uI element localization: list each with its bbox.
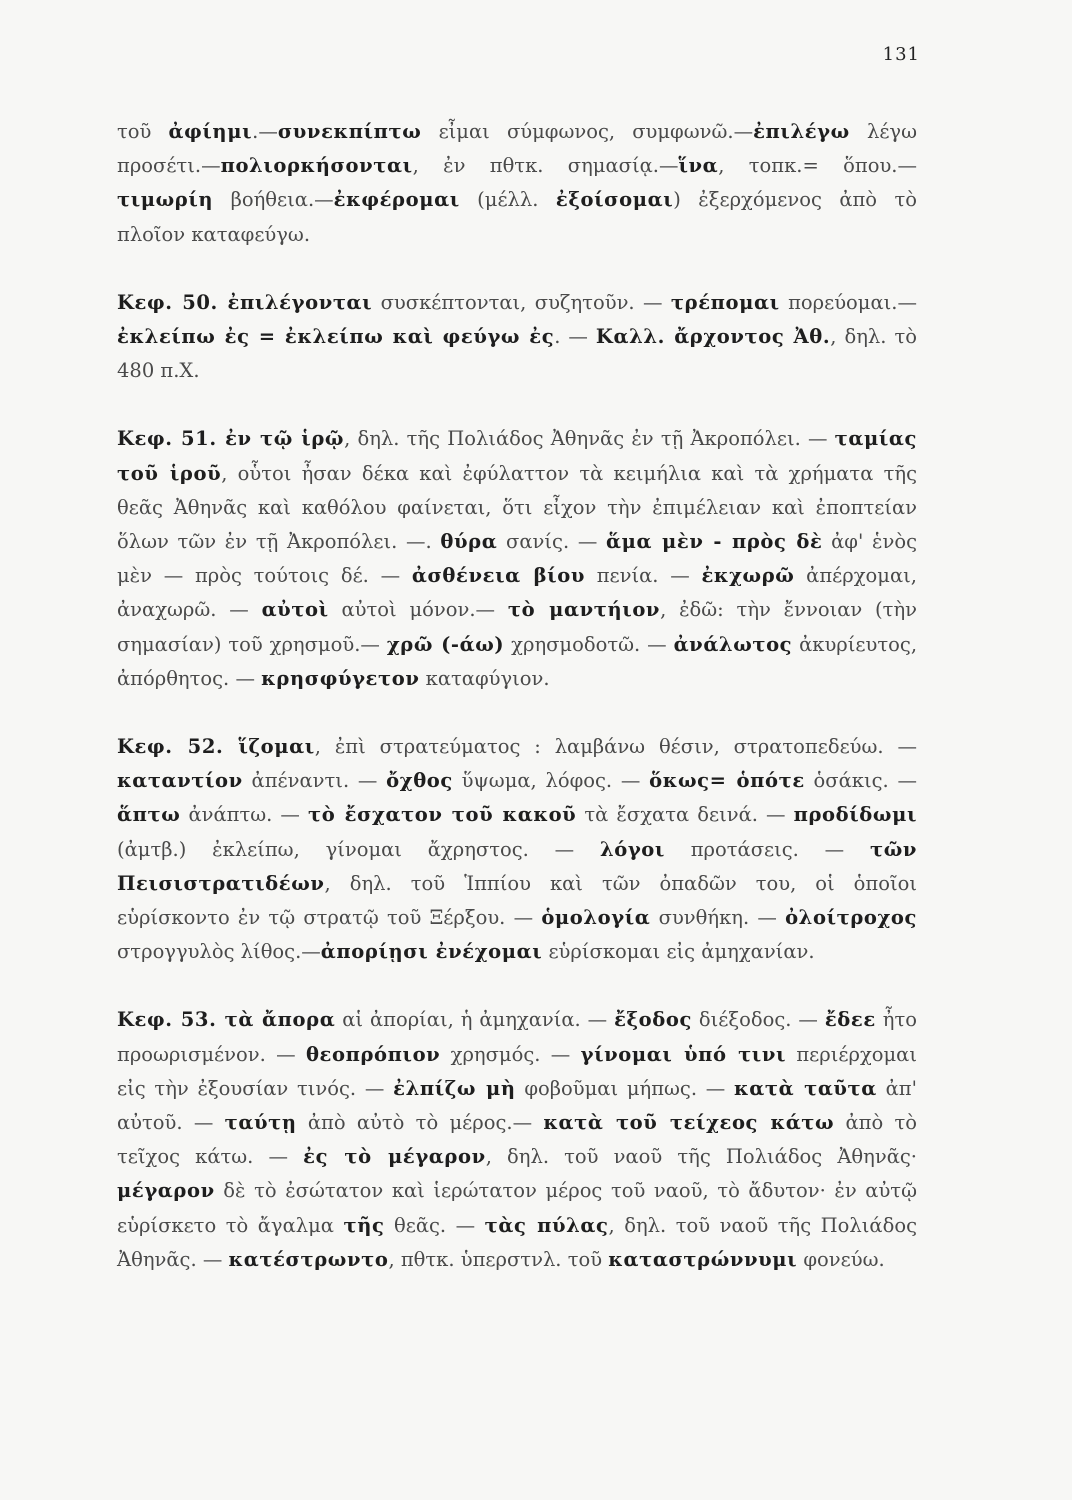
gloss-text: φοβοῦμαι μήπως. —: [515, 1076, 735, 1100]
lemma-term: χρῶ (-άω): [386, 632, 505, 656]
paragraph: [117, 1003, 917, 1277]
gloss-text: χρησμός. —: [440, 1042, 581, 1066]
paragraph: [117, 115, 917, 252]
gloss-text: ἦτο προωρισμένον. —: [117, 1008, 917, 1066]
lemma-term: ὁμολογία: [541, 906, 651, 930]
gloss-text: εὑρίσκομαι εἰς ἀμηχανίαν.: [542, 940, 815, 964]
lemma-term: ἐκφέρομαι: [333, 188, 460, 212]
paragraph: [117, 286, 917, 389]
gloss-text: συσκέπτονται, συζητοῦν. —: [372, 290, 671, 314]
lemma-term: κατέστρωντο: [228, 1247, 389, 1271]
gloss-text: θεᾶς. —: [384, 1213, 485, 1237]
gloss-text: σανίς. —: [497, 530, 607, 554]
gloss-text: ) ἐξερχόμενος ἀπὸ τὸ πλοῖον καταφεύγω.: [117, 188, 918, 246]
lemma-term: ταύτῃ: [224, 1111, 297, 1135]
page-body: [117, 115, 917, 1277]
lemma-term: Κεφ. 50. ἐπιλέγονται: [117, 290, 373, 314]
lemma-term: τιμωρίη: [117, 188, 214, 212]
lemma-term: τῶν Πεισιστρατιδέων: [117, 837, 917, 895]
lemma-term: καταντίον: [117, 769, 243, 793]
lemma-term: ἐς τὸ μέγαρον: [303, 1145, 486, 1169]
gloss-text: ἀπὸ τὸ τεῖχος κάτω. —: [117, 1111, 917, 1169]
gloss-text: εἶμαι σύμφωνος, συμφωνῶ.—: [421, 120, 754, 143]
lemma-term: πολιορκήσονται: [220, 154, 413, 178]
paragraph: [117, 730, 917, 969]
lemma-term: ὀλοίτροχος: [785, 906, 917, 930]
gloss-text: πορεύομαι.—: [779, 290, 917, 314]
lemma-term: τῆς: [343, 1213, 385, 1237]
lemma-term: θύρα: [440, 530, 498, 554]
lemma-term: Καλλ. ἄρχοντος Ἀθ.: [595, 325, 831, 349]
gloss-text: ἀπὸ αὐτὸ τὸ μέρος.—: [296, 1111, 544, 1135]
lemma-term: τρέπομαι: [670, 290, 780, 314]
lemma-term: ἀσθένεια βίου: [411, 564, 585, 588]
lemma-term: κατὰ τοῦ τείχεος κάτω: [543, 1111, 835, 1135]
gloss-text: τὰ ἔσχατα δεινά. —: [576, 803, 794, 827]
lemma-term: μέγαρον: [117, 1179, 215, 1203]
lemma-term: ἔδεε: [824, 1008, 876, 1032]
lemma-term: ἐλπίζω μὴ: [393, 1076, 516, 1100]
gloss-text: (ἀμτβ.) ἐκλείπω, γίνομαι ἄχρηστος. —: [117, 837, 600, 861]
lemma-term: ἀνάλωτος: [673, 632, 793, 656]
gloss-text: .—: [252, 120, 278, 143]
gloss-text: λέγω προσέτι.—: [117, 120, 917, 178]
gloss-text: (μέλλ.: [459, 188, 556, 212]
lemma-term: ὄχθος: [386, 769, 453, 793]
gloss-text: αἱ ἀπορίαι, ἡ ἀμηχανία. —: [335, 1008, 615, 1032]
gloss-text: καταφύγιον.: [419, 666, 550, 690]
lemma-term: ἐπιλέγω: [753, 120, 850, 143]
gloss-text: ὕψωμα, λόφος. —: [452, 769, 650, 793]
lemma-term: ἅπτω: [117, 803, 181, 827]
lemma-term: κατὰ ταῦτα: [734, 1076, 877, 1100]
lemma-term: ἐκχωρῶ: [701, 564, 795, 588]
gloss-text: , ἐν πθτκ. σημασίᾳ.—: [412, 154, 679, 178]
gloss-text: , πθτκ. ὑπερστνλ. τοῦ: [388, 1247, 609, 1271]
lemma-term: Κεφ. 52. ἵζομαι: [117, 735, 315, 759]
lemma-term: θεοπρόπιον: [305, 1042, 441, 1066]
lemma-term: ἐξοίσομαι: [555, 188, 674, 212]
lemma-term: ἔξοδος: [614, 1008, 692, 1032]
gloss-text: ἀπέρχομαι, ἀναχωρῶ. —: [117, 564, 917, 622]
lemma-term: γίνομαι ὑπό τινι: [580, 1042, 787, 1066]
gloss-text: ἀνάπτω. —: [180, 803, 309, 827]
lemma-term: ταμίας τοῦ ἱροῦ: [117, 427, 917, 485]
gloss-text: δὲ τὸ ἐσώτατον καὶ ἱερώτατον μέρος τοῦ ναοῦ, τὸ ἄδυτον· ἐν αὐτῷ εὑρίσκετο τὸ ἄγαλμα: [117, 1179, 917, 1237]
lemma-term: αὐτοὶ: [261, 598, 329, 622]
lemma-term: ἵνα: [678, 154, 719, 178]
gloss-text: συνθήκη. —: [650, 906, 786, 930]
lemma-term: συνεκπίπτω: [277, 120, 422, 143]
gloss-text: τοῦ: [117, 120, 169, 143]
gloss-text: , δηλ. τοῦ ναοῦ τῆς Πολιάδος Ἀθηνᾶς. —: [117, 1213, 917, 1271]
gloss-text: πενία. —: [584, 564, 702, 588]
lemma-term: τὰς πύλας: [484, 1213, 609, 1237]
lemma-term: τὸ μαντήιον: [507, 598, 661, 622]
gloss-text: . —: [554, 325, 596, 349]
gloss-text: ἀφ' ἑνὸς μὲν — πρὸς τούτοις δέ. —: [117, 530, 917, 588]
lemma-term: λόγοι: [599, 837, 665, 861]
lemma-term: καταστρώννυμι: [608, 1247, 798, 1271]
lemma-term: ἀπορίῃσι ἐνέχομαι: [320, 940, 543, 964]
gloss-text: , δηλ. τῆς Πολιάδος Ἀθηνᾶς ἐν τῇ Ἀκροπόλει. —: [344, 427, 835, 451]
lemma-term: προδίδωμι: [793, 803, 917, 827]
gloss-text: , δηλ. τοῦ Ἱππίου καὶ τῶν ὀπαδῶν του, οἱ ὁποῖοι εὑρίσκοντο ἐν τῷ στρατῷ τοῦ Ξέρξου. —: [117, 871, 917, 930]
gloss-text: ἀκυρίευτος, ἀπόρθητος. —: [117, 632, 918, 690]
lemma-term: ὅκως= ὁπότε: [649, 769, 805, 793]
gloss-text: ἀπ' αὐτοῦ. —: [117, 1076, 917, 1135]
lemma-term: Κεφ. 51. ἐν τῷ ἱρῷ: [117, 427, 345, 451]
gloss-text: περιέρχομαι εἰς τὴν ἐξουσίαν τινός. —: [117, 1042, 917, 1100]
lemma-term: τὸ ἔσχατον τοῦ κακοῦ: [308, 803, 577, 827]
lemma-term: ἀφίημι: [168, 120, 253, 143]
gloss-text: , ἐπὶ στρατεύματος : λαμβάνω θέσιν, στρατοπεδεύω. —: [314, 735, 917, 759]
gloss-text: , δηλ. τοῦ ναοῦ τῆς Πολιάδος Ἀθηνᾶς·: [485, 1145, 917, 1169]
gloss-text: βοήθεια.—: [213, 188, 334, 212]
gloss-text: ὁσάκις. —: [804, 769, 917, 793]
lemma-term: ἐκλείπω ἐς = ἐκλείπω καὶ φεύγω ἐς: [117, 325, 555, 349]
gloss-text: , τοπκ.= ὅπου.—: [718, 154, 917, 178]
gloss-text: χρησμοδοτῶ. —: [504, 632, 674, 656]
gloss-text: διέξοδος. —: [691, 1008, 825, 1032]
gloss-text: , οὗτοι ἦσαν δέκα καὶ ἐφύλαττον τὰ κειμήλια καὶ τὰ χρήματα τῆς θεᾶς Ἀθηνᾶς καὶ καθόλου φαίνεται, ὅτι εἶχον τὴν ἐπιμέλειαν καὶ ἐποπτείαν ὅλων τῶν ἐν τῇ Ἀκροπόλει. —.: [117, 461, 917, 554]
lemma-term: ἅμα μὲν - πρὸς δὲ: [606, 530, 823, 554]
gloss-text: , δηλ. τὸ 480 π.Χ.: [117, 325, 917, 383]
page-number: 131: [882, 44, 920, 65]
gloss-text: αὐτοὶ μόνον.—: [328, 598, 508, 622]
gloss-text: προτάσεις. —: [664, 837, 870, 861]
gloss-text: φονεύω.: [797, 1247, 885, 1271]
lemma-term: Κεφ. 53. τὰ ἄπορα: [117, 1008, 336, 1032]
paragraph: [117, 422, 917, 696]
gloss-text: στρογγυλὸς λίθος.—: [117, 940, 321, 964]
gloss-text: ἀπέναντι. —: [242, 769, 387, 793]
gloss-text: , ἐδῶ: τὴν ἔννοιαν (τὴν σημασίαν) τοῦ χρησμοῦ.—: [117, 598, 917, 656]
lemma-term: κρησφύγετον: [261, 666, 420, 690]
